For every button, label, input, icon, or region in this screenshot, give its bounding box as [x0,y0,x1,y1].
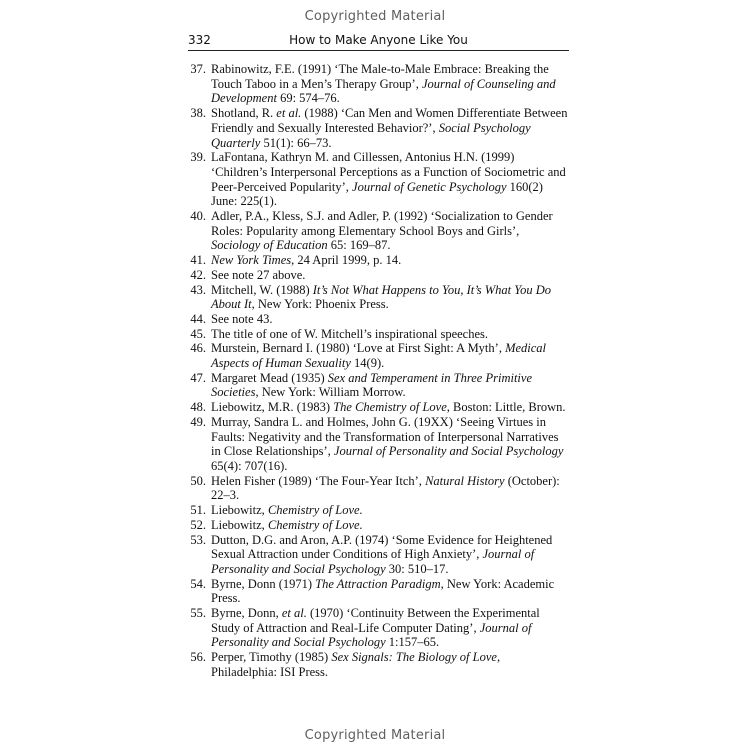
endnote-item [188,415,569,474]
endnote-text-segment: Murstein, Bernard I. (1980) ‘Love at First Sight: A Myth’, [211,341,506,356]
endnote-text-segment: , Philadelphia: ISI Press. [211,650,501,679]
endnote-item [188,150,569,209]
page-header [188,30,569,50]
endnote-italic-segment: Sex and Temperament in Three Primitive Societies [211,370,532,400]
endnote-text [211,503,569,518]
endnote-item [188,209,569,253]
endnote-italic-segment: Chemistry of Love. [267,503,363,518]
endnote-italic-segment: Social Psychology Quarterly [211,120,531,150]
endnote-text-segment: Margaret Mead (1935) [211,370,328,385]
endnote-text-segment: Liebowitz, [211,503,268,518]
endnote-text [211,62,569,106]
endnote-text [211,606,569,650]
endnote-text [211,474,569,503]
endnote-text-segment: (October): 22–3. [211,473,560,503]
endnote-italic-segment: The Chemistry of Love [333,400,447,415]
endnote-italic-segment: It’s Not What Happens to You, It’s What You Do About It [211,282,551,312]
endnote-text [211,400,569,415]
endnote-text-segment: Liebowitz, [211,517,268,532]
endnote-text-segment: , New York: Academic Press. [211,576,555,606]
endnote-number: 53. [190,532,206,547]
endnote-text-segment: See note 43. [211,311,273,326]
endnote-text-segment: Byrne, Donn (1971) [211,576,316,591]
endnote-italic-segment: Chemistry of Love. [267,517,363,532]
endnote-text [211,415,569,474]
endnote-italic-segment: Sociology of Education [211,238,328,253]
endnote-number: 52. [190,517,206,532]
endnote-text [211,533,569,577]
endnotes-list [188,62,569,680]
endnote-item [188,283,569,312]
endnote-item [188,474,569,503]
endnote-text-segment: See note 27 above. [211,267,306,282]
endnote-number: 39. [190,150,206,165]
endnote-text-segment: , New York: William Morrow. [255,385,406,400]
endnote-number: 51. [190,503,206,518]
endnote-item [188,327,569,342]
endnote-text-segment: 51(1): 66–73. [260,135,332,150]
page-number: 332 [188,33,211,47]
endnote-text [211,577,569,606]
endnote-item [188,341,569,370]
endnote-item [188,253,569,268]
endnote-text [211,650,569,679]
watermark-bottom: Copyrighted Material [304,728,446,743]
endnote-text-segment: Byrne, Donn, [211,606,282,621]
endnote-item [188,606,569,650]
endnote-italic-segment: Medical Aspects of Human Sexuality [211,341,547,371]
endnote-italic-segment: Journal of Genetic Psychology [352,179,507,194]
endnote-text [211,209,569,253]
endnote-item [188,106,569,150]
endnote-italic-segment: Journal of Personality and Social Psychology [211,547,535,576]
endnote-text-segment: , 24 April 1999, p. 14. [291,253,402,268]
endnote-text [211,106,569,150]
endnote-number: 48. [190,400,206,415]
endnote-text-segment: Mitchell, W. (1988) [211,282,313,297]
endnote-text-segment: 14(9). [350,356,385,371]
endnote-text-segment: (1988) ‘Can Men and Women Differentiate Between Friendly and Sexually Interested Behavior?’, [211,106,568,135]
endnote-text-segment: Dutton, D.G. and Aron, A.P. (1974) ‘Some Evidence for Heightened Sexual Attraction under Conditions of High Anxiety’, [211,532,553,562]
endnote-item [188,62,569,106]
endnote-text-segment: , Boston: Little, Brown. [446,400,566,415]
endnote-text [211,283,569,312]
endnote-text [211,150,569,209]
endnote-text [211,341,569,370]
endnote-number: 50. [190,473,206,488]
endnote-text-segment: Murray, Sandra L. and Holmes, John G. (19XX) ‘Seeing Virtues in Faults: Negativity and the Transformation of Interpersonal Narratives in Close Relationships’, [211,414,559,459]
endnote-italic-segment: et al. [281,606,307,621]
endnote-item [188,371,569,400]
endnote-item [188,650,569,679]
endnote-italic-segment: et al. [276,106,302,121]
endnote-italic-segment: The Attraction Paradigm [315,576,441,591]
endnote-text-segment: 65: 169–87. [327,238,391,253]
endnote-text-segment: 30: 510–17. [385,561,449,576]
endnote-number: 40. [190,209,206,224]
endnote-text-segment: Helen Fisher (1989) ‘The Four-Year Itch’, [211,473,426,488]
endnote-number: 46. [190,341,206,356]
endnote-text-segment: Adler, P.A., Kless, S.J. and Adler, P. (1992) ‘Socialization to Gender Roles: Popularity among Elementary School Boys and Girls’, [211,209,553,238]
endnote-text-segment: , New York: Phoenix Press. [251,297,389,312]
endnote-italic-segment: Journal of Personality and Social Psychology [211,620,532,650]
endnote-text-segment: 69: 574–76. [276,91,340,106]
endnote-text-segment: Shotland, R. [211,106,277,121]
endnote-number: 37. [190,62,206,76]
endnote-text [211,327,569,342]
endnote-number: 47. [190,370,206,385]
endnote-item [188,533,569,577]
endnote-text-segment: 160(2) June: 225(1). [211,179,543,209]
endnote-text-segment: 1:157–65. [385,635,440,650]
endnote-italic-segment: Sex Signals: The Biology of Love [331,650,497,665]
endnote-text [211,518,569,533]
running-title: How to Make Anyone Like You [289,33,468,47]
endnote-number: 54. [190,576,206,591]
endnote-number: 43. [190,282,206,297]
endnote-item [188,518,569,533]
endnote-text-segment: The title of one of W. Mitchell’s inspirational speeches. [211,326,489,341]
header-rule [188,50,569,51]
endnote-item [188,503,569,518]
endnote-number: 49. [190,414,206,429]
endnote-number: 38. [190,106,206,121]
endnote-text [211,371,569,400]
endnote-italic-segment: Journal of Counseling and Development [211,76,556,106]
endnote-item [188,577,569,606]
endnote-number: 45. [190,326,206,341]
endnote-italic-segment: New York Times [211,253,292,268]
endnote-item [188,312,569,327]
endnote-text-segment: LaFontana, Kathryn M. and Cillessen, Antonius H.N. (1999) ‘Children’s Interpersonal Perceptions as a Function of Sociometric and Peer-Perceived Popularity’, [211,150,566,194]
endnote-item [188,400,569,415]
endnote-number: 55. [190,606,206,621]
endnote-text-segment: Rabinowitz, F.E. (1991) ‘The Male-to-Male Embrace: Breaking the Touch Taboo in a Men’s Therapy Group’, [211,62,549,91]
endnote-text-segment: 65(4): 707(16). [211,458,288,473]
watermark-top: Copyrighted Material [304,9,446,24]
endnote-number: 42. [190,267,206,282]
endnote-italic-segment: Journal of Personality and Social Psychology [333,444,564,459]
endnote-text-segment: (1970) ‘Continuity Between the Experimental Study of Attraction and Real-Life Computer Dating’, [211,606,540,635]
endnote-text [211,253,569,268]
endnote-text-segment: Perper, Timothy (1985) [211,650,332,665]
endnote-italic-segment: Natural History [425,473,505,488]
endnote-text-segment: Liebowitz, M.R. (1983) [211,400,334,415]
endnote-item [188,268,569,283]
endnote-number: 44. [190,311,206,326]
endnote-text [211,312,569,327]
endnote-text [211,268,569,283]
endnote-number: 56. [190,650,206,665]
endnote-number: 41. [190,253,206,268]
